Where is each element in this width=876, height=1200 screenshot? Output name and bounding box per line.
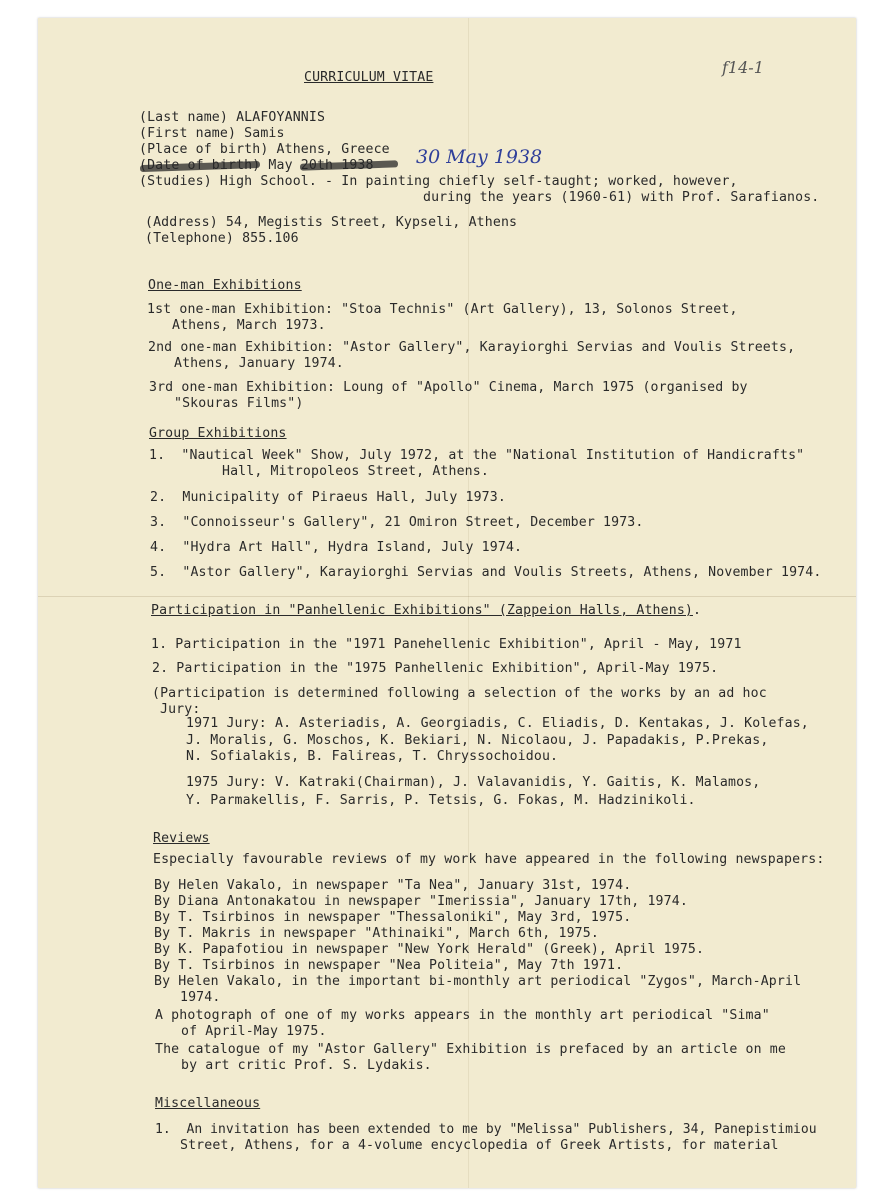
section-heading: One-man Exhibitions xyxy=(148,278,302,293)
review-line: By T. Tsirbinos in newspaper "Nea Politeia", May 7th 1971. xyxy=(154,958,624,973)
jury-line: J. Moralis, G. Moschos, K. Bekiari, N. Nicolaou, J. Papadakis, P.Prekas, xyxy=(186,733,769,748)
participation-line: Jury: xyxy=(160,702,201,717)
review-line: A photograph of one of my works appears in the monthly art periodical "Sima" xyxy=(155,1008,770,1023)
group-exhibition-line: 3. "Connoisseur's Gallery", 21 Omiron Street, December 1973. xyxy=(150,515,644,530)
review-line: By T. Makris in newspaper "Athinaiki", March 6th, 1975. xyxy=(154,926,599,941)
jury-line: 1971 Jury: A. Asteriadis, A. Georgiadis, C. Eliadis, D. Kentakas, J. Kolefas, xyxy=(186,716,809,731)
group-exhibition-line: 5. "Astor Gallery", Karayiorghi Servias and Voulis Streets, Athens, November 1974. xyxy=(150,565,822,580)
review-line: Especially favourable reviews of my work have appeared in the following newspapers: xyxy=(153,852,825,867)
misc-line: 1. An invitation has been extended to me by "Melissa" Publishers, 34, Panepistimiou xyxy=(155,1122,817,1137)
handwritten-birth-date: 30 May 1938 xyxy=(416,146,543,168)
review-line: by art critic Prof. S. Lydakis. xyxy=(181,1058,432,1073)
review-line: By T. Tsirbinos in newspaper "Thessaloniki", May 3rd, 1975. xyxy=(154,910,632,925)
place-of-birth-line: (Place of birth) Athens, Greece xyxy=(139,142,390,157)
review-line: By Diana Antonakatou in newspaper "Imerissia", January 17th, 1974. xyxy=(154,894,688,909)
group-exhibition-line: 1. "Nautical Week" Show, July 1972, at the "National Institution of Handicrafts" xyxy=(149,448,805,463)
jury-line: N. Sofialakis, B. Falireas, T. Chryssochoidou. xyxy=(186,749,559,764)
first-name-line: (First name) Samis xyxy=(139,126,285,141)
exhibition-line: Athens, March 1973. xyxy=(172,318,326,333)
exhibition-line: "Skouras Films") xyxy=(174,396,304,411)
exhibition-line: 2nd one-man Exhibition: "Astor Gallery", Karayiorghi Servias and Voulis Streets, xyxy=(148,340,796,355)
review-line: By Helen Vakalo, in the important bi-monthly art periodical "Zygos", March-April xyxy=(154,974,802,989)
review-line: of April-May 1975. xyxy=(181,1024,327,1039)
participation-line: 2. Participation in the "1975 Panhellenic Exhibition", April-May 1975. xyxy=(152,661,719,676)
review-line: By Helen Vakalo, in newspaper "Ta Nea", January 31st, 1974. xyxy=(154,878,632,893)
group-exhibition-line: 4. "Hydra Art Hall", Hydra Island, July 1974. xyxy=(150,540,523,555)
review-line: 1974. xyxy=(180,990,221,1005)
studies-line: during the years (1960-61) with Prof. Sarafianos. xyxy=(423,190,820,205)
studies-line: (Studies) High School. - In painting chiefly self-taught; worked, however, xyxy=(139,174,738,189)
address-line: (Address) 54, Megistis Street, Kypseli, Athens xyxy=(145,215,518,230)
date-of-birth-struck: May xyxy=(268,158,293,173)
participation-line: 1. Participation in the "1971 Panehellenic Exhibition", April - May, 1971 xyxy=(151,637,742,652)
jury-line: Y. Parmakellis, F. Sarris, P. Tetsis, G. Fokas, M. Hadzinikoli. xyxy=(186,793,696,808)
section-heading: Participation in "Panhellenic Exhibitions" (Zappeion Halls, Athens) xyxy=(151,603,693,618)
participation-line: (Participation is determined following a selection of the works by an ad hoc xyxy=(152,686,767,701)
review-line: The catalogue of my "Astor Gallery" Exhibition is prefaced by an article on me xyxy=(155,1042,786,1057)
jury-line: 1975 Jury: V. Katraki(Chairman), J. Valavanidis, Y. Gaitis, K. Malamos, xyxy=(186,775,761,790)
document-title: CURRICULUM VITAE xyxy=(304,70,434,85)
document-page xyxy=(38,18,856,1188)
file-mark: f14-1 xyxy=(722,58,764,77)
exhibition-line: 3rd one-man Exhibition: Loung of "Apollo" Cinema, March 1975 (organised by xyxy=(149,380,748,395)
exhibition-line: 1st one-man Exhibition: "Stoa Technis" (Art Gallery), 13, Solonos Street, xyxy=(147,302,738,317)
review-line: By K. Papafotiou in newspaper "New York Herald" (Greek), April 1975. xyxy=(154,942,705,957)
fold-crease xyxy=(38,596,856,597)
exhibition-line: Athens, January 1974. xyxy=(174,356,344,371)
section-heading: Miscellaneous xyxy=(155,1096,261,1111)
misc-line: Street, Athens, for a 4-volume encyclopedia of Greek Artists, for material xyxy=(180,1138,779,1153)
group-exhibition-line: 2. Municipality of Piraeus Hall, July 1973. xyxy=(150,490,506,505)
section-heading: Reviews xyxy=(153,831,210,846)
last-name-line: (Last name) ALAFOYANNIS xyxy=(139,110,326,125)
section-heading-row xyxy=(151,603,701,619)
heading-period: . xyxy=(693,603,702,618)
telephone-line: (Telephone) 855.106 xyxy=(145,231,299,246)
group-exhibition-line: Hall, Mitropoleos Street, Athens. xyxy=(222,464,489,479)
section-heading: Group Exhibitions xyxy=(149,426,287,441)
